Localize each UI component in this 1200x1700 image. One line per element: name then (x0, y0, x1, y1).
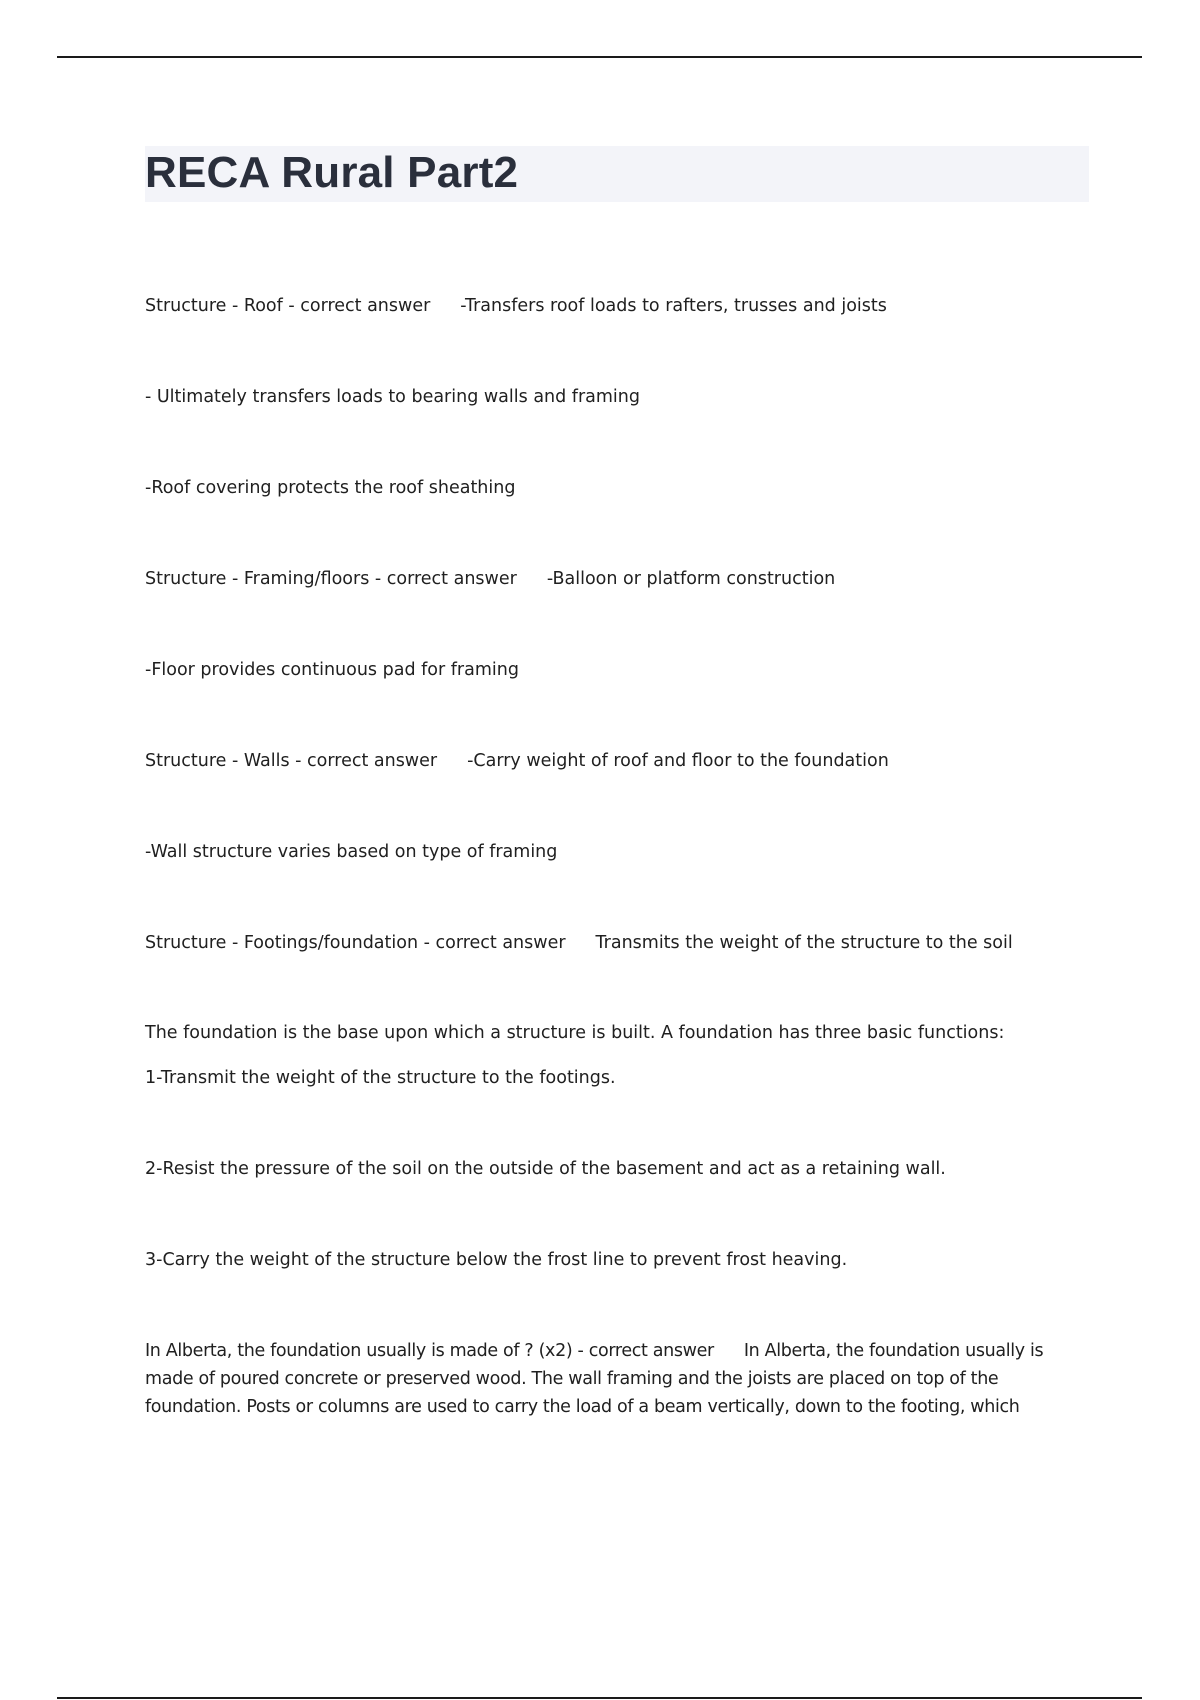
answer-line: -Wall structure varies based on type of framing (145, 842, 558, 862)
qa-footings-foundation (145, 932, 1013, 954)
qa-alberta-foundation (145, 1337, 1090, 1421)
answer-line: The foundation is the base upon which a structure is built. A foundation has three basic functions: (145, 1023, 1005, 1043)
question-text: Structure - Roof - correct answer (145, 296, 431, 316)
question-text: Structure - Footings/foundation - correct answer (145, 933, 566, 953)
answer-line: -Roof covering protects the roof sheathing (145, 478, 516, 498)
qa-framing-floors (145, 568, 835, 590)
answer-text: Transmits the weight of the structure to the soil (595, 933, 1013, 953)
qa-roof (145, 295, 887, 317)
answer-line: 3-Carry the weight of the structure below the frost line to prevent frost heaving. (145, 1250, 848, 1270)
question-text: Structure - Walls - correct answer (145, 751, 438, 771)
answer-text: -Carry weight of roof and floor to the foundation (467, 751, 889, 771)
answer-line: -Floor provides continuous pad for framing (145, 660, 519, 680)
question-text: In Alberta, the foundation usually is made of ? (x2) - correct answer (145, 1341, 714, 1361)
qa-walls (145, 750, 889, 772)
question-text: Structure - Framing/floors - correct answer (145, 569, 517, 589)
answer-line: 2-Resist the pressure of the soil on the outside of the basement and act as a retaining wall. (145, 1159, 946, 1179)
document-title: RECA Rural Part2 (145, 148, 519, 197)
answer-text: -Transfers roof loads to rafters, trusses and joists (460, 296, 887, 316)
answer-text: -Balloon or platform construction (546, 569, 836, 589)
answer-line: - Ultimately transfers loads to bearing walls and framing (145, 387, 640, 407)
answer-text: In Alberta, the foundation usually is made of poured concrete or preserved wood. The wall framing and the joists are placed on top of the foundation. Posts or columns are used to carry the load of a beam vertically, down to the footing, which (145, 1341, 1044, 1417)
bottom-rule (57, 1697, 1142, 1699)
answer-line: 1-Transmit the weight of the structure to the footings. (145, 1068, 616, 1088)
top-rule (57, 56, 1142, 58)
